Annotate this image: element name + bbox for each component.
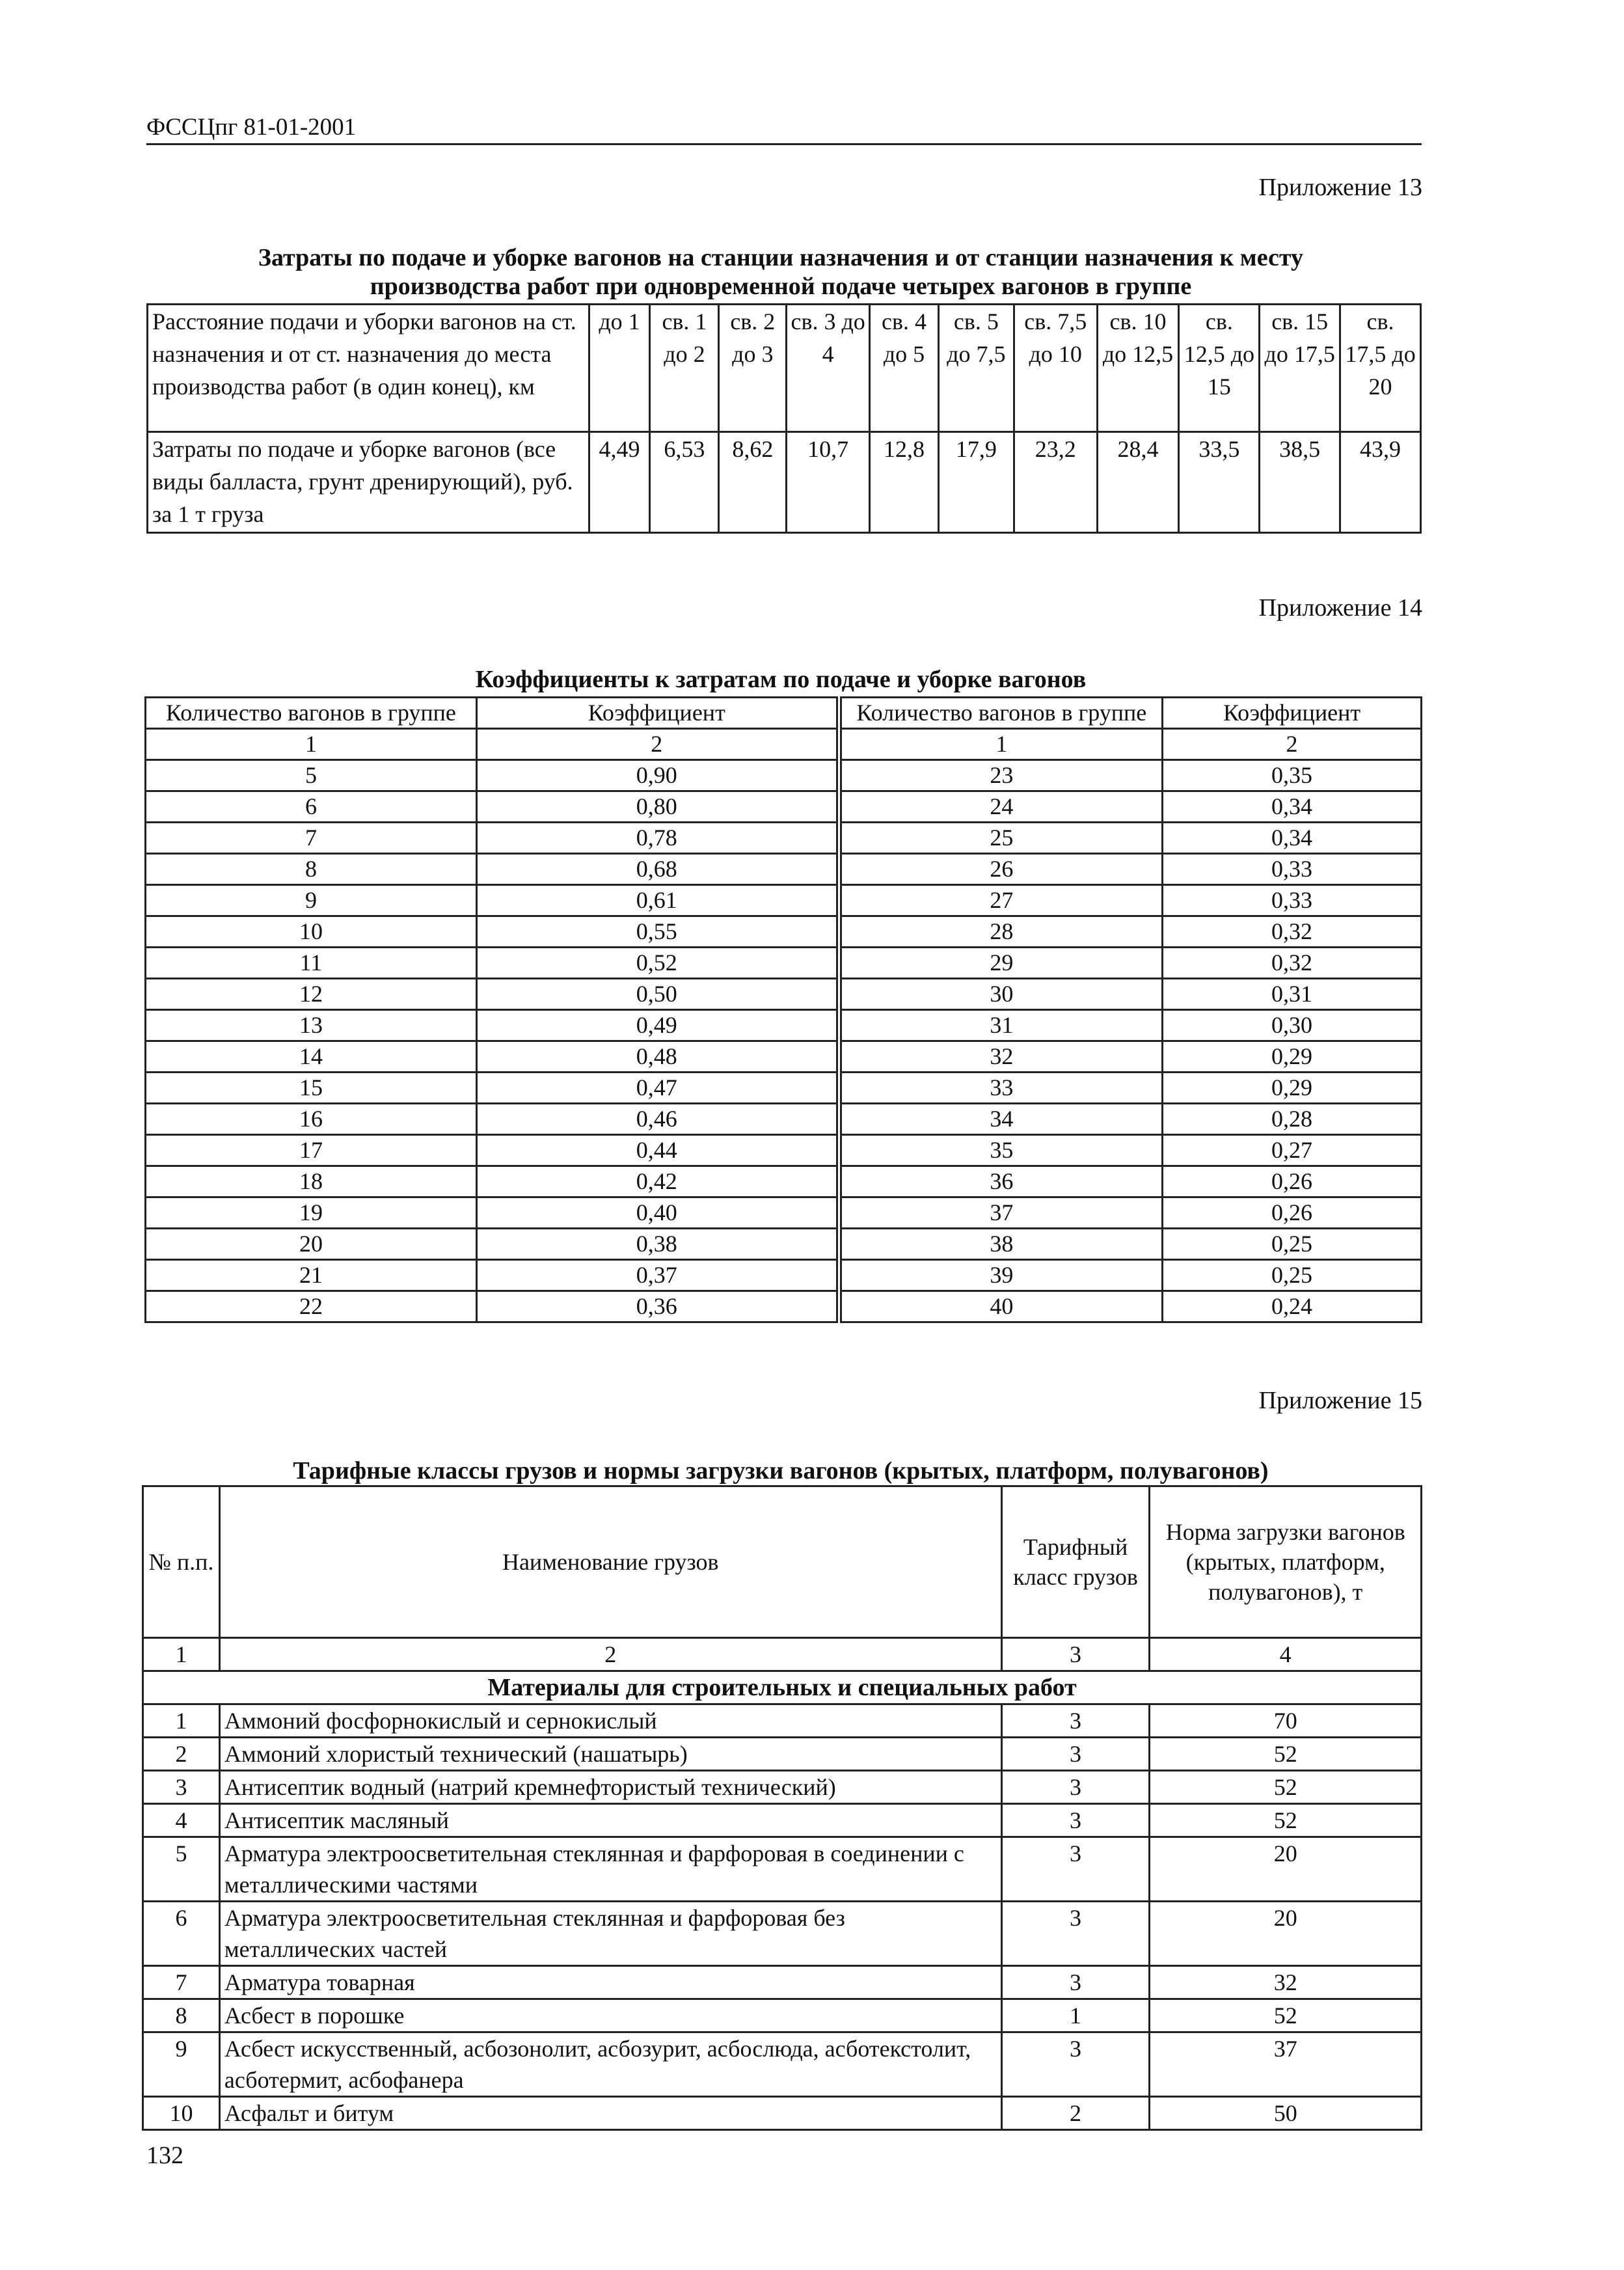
wagon-count-cell: 11: [146, 948, 477, 979]
table-row: [143, 1804, 1422, 1837]
coefficient-cell: 0,38: [476, 1229, 839, 1260]
distance-cell: св. 7,5 до 10: [1014, 305, 1097, 432]
distance-cell: св. 10 до 12,5: [1097, 305, 1179, 432]
coefficient-cell: 0,28: [1163, 1104, 1422, 1135]
load-norm-cell: 52: [1150, 1771, 1422, 1804]
column-number: 1: [143, 1638, 220, 1671]
table-row: [146, 1041, 1422, 1073]
appendix-13-title-line1: Затраты по подаче и уборке вагонов на станции назначения и от станции назначения к месту: [258, 244, 1304, 271]
wagon-count-cell: 10: [146, 916, 477, 948]
distance-row-label: Расстояние подачи и уборки вагонов на ст. назначения и от ст. назначения до места производства работ (в один конец), км: [148, 305, 589, 432]
load-norm-cell: 20: [1150, 1902, 1422, 1966]
wagon-count-cell: 29: [839, 948, 1162, 979]
table-row: [143, 1704, 1422, 1738]
row-number-cell: 5: [143, 1837, 220, 1902]
load-norm-cell: 52: [1150, 1804, 1422, 1837]
row-number-cell: 4: [143, 1804, 220, 1837]
table-header-row: [146, 698, 1422, 729]
cost-cell: 6,53: [650, 432, 719, 533]
coefficient-cell: 0,40: [476, 1197, 839, 1229]
load-norm-cell: 32: [1150, 1966, 1422, 1999]
wagon-count-cell: 17: [146, 1135, 477, 1166]
table-row: [146, 854, 1422, 885]
row-number-cell: 8: [143, 1999, 220, 2032]
cargo-name-cell: Арматура товарная: [219, 1966, 1001, 1999]
wagon-count-cell: 36: [839, 1166, 1162, 1197]
page-number: 132: [146, 2142, 183, 2169]
appendix-13-title-line2: производства работ при одновременной подаче четырех вагонов в группе: [370, 273, 1192, 300]
table-row: [143, 1966, 1422, 1999]
column-number: 3: [1001, 1638, 1150, 1671]
coefficient-cell: 0,29: [1163, 1073, 1422, 1104]
coefficient-cell: 0,55: [476, 916, 839, 948]
distance-cell: до 1: [589, 305, 650, 432]
wagon-count-cell: 20: [146, 1229, 477, 1260]
table-row: [146, 1197, 1422, 1229]
section-row: [143, 1671, 1422, 1704]
coefficient-cell: 0,80: [476, 791, 839, 823]
table-row: [143, 1738, 1422, 1771]
cost-cell: 28,4: [1097, 432, 1179, 533]
cost-cell: 23,2: [1014, 432, 1097, 533]
row-number-cell: 6: [143, 1902, 220, 1966]
appendix-14-title: Коэффициенты к затратам по подаче и уборке вагонов: [475, 666, 1087, 693]
column-header: Тарифный класс грузов: [1001, 1486, 1150, 1638]
wagon-count-cell: 9: [146, 885, 477, 916]
tariff-class-cell: 3: [1001, 1704, 1150, 1738]
coefficient-cell: 0,26: [1163, 1166, 1422, 1197]
wagon-count-cell: 16: [146, 1104, 477, 1135]
coefficient-cell: 0,68: [476, 854, 839, 885]
tariff-class-cell: 3: [1001, 1837, 1150, 1902]
row-number-cell: 3: [143, 1771, 220, 1804]
distance-cell: св. 4 до 5: [870, 305, 939, 432]
coefficient-cell: 0,52: [476, 948, 839, 979]
table-row: [146, 791, 1422, 823]
coefficient-cell: 0,26: [1163, 1197, 1422, 1229]
cost-cell: 10,7: [787, 432, 870, 533]
table-row: [146, 760, 1422, 791]
coefficient-cell: 0,33: [1163, 854, 1422, 885]
distance-cell: св. 17,5 до 20: [1340, 305, 1421, 432]
table-header-row: [143, 1486, 1422, 1638]
cargo-name-cell: Аммоний хлористый технический (нашатырь): [219, 1738, 1001, 1771]
coefficient-cell: 0,46: [476, 1104, 839, 1135]
load-norm-cell: 52: [1150, 1738, 1422, 1771]
load-norm-cell: 70: [1150, 1704, 1422, 1738]
wagon-count-cell: 39: [839, 1260, 1162, 1291]
distance-cell: св. 12,5 до 15: [1179, 305, 1260, 432]
wagon-count-cell: 13: [146, 1010, 477, 1041]
row-number-cell: 10: [143, 2097, 220, 2130]
distance-cell: св. 1 до 2: [650, 305, 719, 432]
table-row: [146, 1291, 1422, 1322]
tariff-classes-table-body: [143, 1486, 1422, 2130]
wagon-count-cell: 18: [146, 1166, 477, 1197]
coefficient-cell: 0,24: [1163, 1291, 1422, 1322]
coefficient-cell: 0,31: [1163, 979, 1422, 1010]
wagon-count-cell: 5: [146, 760, 477, 791]
column-header: Коэффициент: [1163, 698, 1422, 729]
load-norm-cell: 52: [1150, 1999, 1422, 2032]
coefficient-cell: 0,32: [1163, 948, 1422, 979]
appendix-13-title: [130, 243, 1431, 301]
distance-row: [148, 305, 1421, 432]
wagon-count-cell: 7: [146, 823, 477, 854]
table-row: [146, 979, 1422, 1010]
coefficient-cell: 0,47: [476, 1073, 839, 1104]
cargo-name-cell: Асбест в порошке: [219, 1999, 1001, 2032]
table-row: [146, 1073, 1422, 1104]
row-number-cell: 9: [143, 2032, 220, 2097]
load-norm-cell: 20: [1150, 1837, 1422, 1902]
wagon-count-cell: 26: [839, 854, 1162, 885]
column-number-row: [143, 1638, 1422, 1671]
table-row: [146, 1260, 1422, 1291]
column-number: 2: [219, 1638, 1001, 1671]
coefficient-cell: 0,34: [1163, 791, 1422, 823]
coefficient-cell: 0,90: [476, 760, 839, 791]
load-norm-cell: 50: [1150, 2097, 1422, 2130]
appendix-15-title: Тарифные классы грузов и нормы загрузки вагонов (крытых, платформ, полувагонов): [293, 1457, 1269, 1484]
coefficient-cell: 0,25: [1163, 1229, 1422, 1260]
coefficient-cell: 0,78: [476, 823, 839, 854]
cost-cell: 17,9: [938, 432, 1014, 533]
cargo-name-cell: Антисептик масляный: [219, 1804, 1001, 1837]
wagon-count-cell: 37: [839, 1197, 1162, 1229]
coefficient-cell: 0,35: [1163, 760, 1422, 791]
column-header: Количество вагонов в группе: [839, 698, 1162, 729]
coefficient-cell: 0,42: [476, 1166, 839, 1197]
table-row: [146, 1135, 1422, 1166]
cargo-name-cell: Асфальт и битум: [219, 2097, 1001, 2130]
cargo-name-cell: Антисептик водный (натрий кремнефтористый технический): [219, 1771, 1001, 1804]
wagon-count-cell: 28: [839, 916, 1162, 948]
table-row: [143, 2032, 1422, 2097]
table-row: [146, 1104, 1422, 1135]
column-header: Наименование грузов: [219, 1486, 1001, 1638]
wagon-count-cell: 8: [146, 854, 477, 885]
wagon-count-cell: 23: [839, 760, 1162, 791]
table-row: [143, 1771, 1422, 1804]
tariff-class-cell: 3: [1001, 1966, 1150, 1999]
appendix-13-label: Приложение 13: [1258, 174, 1422, 201]
column-number: 1: [839, 729, 1162, 760]
table-row: [146, 885, 1422, 916]
section-heading: Материалы для строительных и специальных работ: [143, 1671, 1422, 1704]
tariff-classes-table: [142, 1485, 1422, 2131]
column-header: Коэффициент: [476, 698, 839, 729]
coefficient-cell: 0,29: [1163, 1041, 1422, 1073]
column-header: Количество вагонов в группе: [146, 698, 477, 729]
column-number: 4: [1150, 1638, 1422, 1671]
column-header: Норма загрузки вагонов (крытых, платформ, полувагонов), т: [1150, 1486, 1422, 1638]
wagon-count-cell: 12: [146, 979, 477, 1010]
table-row: [146, 1010, 1422, 1041]
wagon-count-cell: 33: [839, 1073, 1162, 1104]
distance-cell: св. 3 до 4: [787, 305, 870, 432]
coefficient-cell: 0,61: [476, 885, 839, 916]
cost-cell: 4,49: [589, 432, 650, 533]
wagon-count-cell: 22: [146, 1291, 477, 1322]
wagon-count-cell: 30: [839, 979, 1162, 1010]
cargo-name-cell: Аммоний фосфорнокислый и сернокислый: [219, 1704, 1001, 1738]
table-row: [146, 1166, 1422, 1197]
cargo-name-cell: Асбест искусственный, асбозонолит, асбозурит, асбослюда, асботекстолит, асботермит, асбофанера: [219, 2032, 1001, 2097]
table-row: [146, 916, 1422, 948]
cost-cell: 8,62: [719, 432, 787, 533]
column-header: № п.п.: [143, 1486, 220, 1638]
wagon-count-cell: 31: [839, 1010, 1162, 1041]
cost-cell: 38,5: [1260, 432, 1340, 533]
table-row: [143, 1837, 1422, 1902]
coefficient-cell: 0,37: [476, 1260, 839, 1291]
coefficient-cell: 0,36: [476, 1291, 839, 1322]
tariff-class-cell: 3: [1001, 2032, 1150, 2097]
coefficient-cell: 0,48: [476, 1041, 839, 1073]
table-row: [146, 948, 1422, 979]
coefficient-cell: 0,49: [476, 1010, 839, 1041]
cargo-name-cell: Арматура электроосветительная стеклянная и фарфоровая в соединении с металлическими частями: [219, 1837, 1001, 1902]
cost-cell: 43,9: [1340, 432, 1421, 533]
wagon-count-cell: 25: [839, 823, 1162, 854]
appendix-15-label: Приложение 15: [1258, 1387, 1422, 1414]
header-rule: [146, 143, 1422, 145]
wagon-count-cell: 15: [146, 1073, 477, 1104]
coefficient-cell: 0,33: [1163, 885, 1422, 916]
row-number-cell: 2: [143, 1738, 220, 1771]
cost-cell: 33,5: [1179, 432, 1260, 533]
column-number: 1: [146, 729, 477, 760]
wagon-count-cell: 24: [839, 791, 1162, 823]
tariff-class-cell: 3: [1001, 1771, 1150, 1804]
cost-cell: 12,8: [870, 432, 939, 533]
distance-cell: св. 2 до 3: [719, 305, 787, 432]
transfer-costs-table: [146, 303, 1422, 534]
column-number: 2: [476, 729, 839, 760]
distance-cell: св. 15 до 17,5: [1260, 305, 1340, 432]
table-row: [143, 2097, 1422, 2130]
wagon-count-cell: 40: [839, 1291, 1162, 1322]
tariff-class-cell: 3: [1001, 1804, 1150, 1837]
tariff-class-cell: 2: [1001, 2097, 1150, 2130]
coefficient-cell: 0,32: [1163, 916, 1422, 948]
coefficient-cell: 0,25: [1163, 1260, 1422, 1291]
coefficients-table-body: [146, 698, 1422, 1322]
wagon-count-cell: 21: [146, 1260, 477, 1291]
table-row: [143, 1902, 1422, 1966]
cost-row: [148, 432, 1421, 533]
wagon-count-cell: 34: [839, 1104, 1162, 1135]
coefficient-cell: 0,30: [1163, 1010, 1422, 1041]
appendix-14-label: Приложение 14: [1258, 594, 1422, 622]
cost-row-label: Затраты по подаче и уборке вагонов (все виды балласта, грунт дренирующий), руб. за 1 т груза: [148, 432, 589, 533]
wagon-count-cell: 14: [146, 1041, 477, 1073]
coefficient-cell: 0,34: [1163, 823, 1422, 854]
coefficients-table: [144, 696, 1422, 1323]
wagon-count-cell: 6: [146, 791, 477, 823]
row-number-cell: 7: [143, 1966, 220, 1999]
table-row: [146, 823, 1422, 854]
cargo-name-cell: Арматура электроосветительная стеклянная и фарфоровая без металлических частей: [219, 1902, 1001, 1966]
table-row: [146, 1229, 1422, 1260]
wagon-count-cell: 27: [839, 885, 1162, 916]
tariff-class-cell: 1: [1001, 1999, 1150, 2032]
table-row: [143, 1999, 1422, 2032]
coefficient-cell: 0,50: [476, 979, 839, 1010]
distance-cell: св. 5 до 7,5: [938, 305, 1014, 432]
coefficient-cell: 0,44: [476, 1135, 839, 1166]
column-number: 2: [1163, 729, 1422, 760]
wagon-count-cell: 35: [839, 1135, 1162, 1166]
wagon-count-cell: 19: [146, 1197, 477, 1229]
coefficient-cell: 0,27: [1163, 1135, 1422, 1166]
row-number-cell: 1: [143, 1704, 220, 1738]
column-number-row: [146, 729, 1422, 760]
load-norm-cell: 37: [1150, 2032, 1422, 2097]
wagon-count-cell: 32: [839, 1041, 1162, 1073]
tariff-class-cell: 3: [1001, 1738, 1150, 1771]
wagon-count-cell: 38: [839, 1229, 1162, 1260]
tariff-class-cell: 3: [1001, 1902, 1150, 1966]
document-code: ФССЦпг 81-01-2001: [146, 114, 357, 141]
